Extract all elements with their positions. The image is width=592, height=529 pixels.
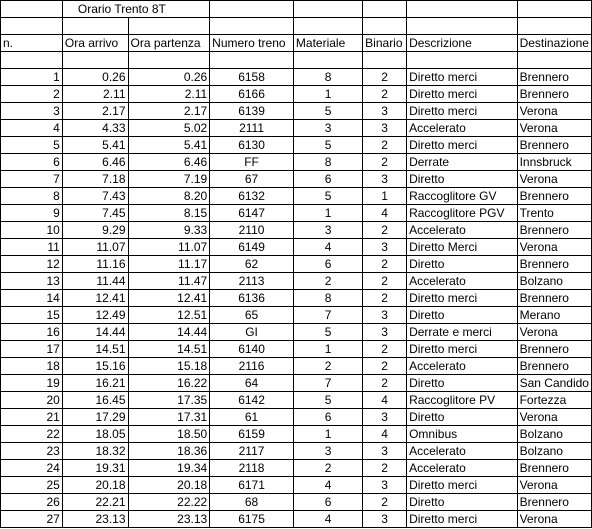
cell-ora-arrivo[interactable]: 9.29 [62,222,128,239]
cell-ora-partenza[interactable]: 17.31 [128,409,210,426]
cell-n[interactable]: 2 [1,86,63,103]
cell-ora-partenza[interactable]: 23.13 [128,511,210,528]
cell-numero-treno[interactable]: 65 [210,307,294,324]
cell-ora-partenza[interactable]: 6.46 [128,154,210,171]
cell-destinazione[interactable]: Brennero [517,341,591,358]
cell-n[interactable]: 13 [1,273,63,290]
table-row [1,375,592,392]
cell-destinazione[interactable]: Brennero [517,188,591,205]
cell-ora-arrivo[interactable]: 12.49 [62,307,128,324]
cell[interactable] [363,52,407,69]
cell-descrizione[interactable]: Diretto merci [407,477,518,494]
cell-binario[interactable]: 3 [363,324,407,341]
cell-materiale[interactable]: 3 [293,222,362,239]
cell-numero-treno[interactable]: 6147 [210,205,294,222]
cell-n[interactable]: 7 [1,171,63,188]
table-row [1,69,592,86]
table-row [1,103,592,120]
cell-ora-arrivo[interactable]: 6.46 [62,154,128,171]
cell-binario[interactable]: 3 [363,103,407,120]
cell-binario[interactable]: 4 [363,205,407,222]
table-row [1,511,592,528]
cell-numero-treno[interactable]: FF [210,154,294,171]
cell-destinazione[interactable]: San Candido [517,375,591,392]
cell-destinazione[interactable]: Brennero [517,494,591,511]
cell-ora-arrivo[interactable]: 7.18 [62,171,128,188]
cell-destinazione[interactable]: Bolzano [517,273,591,290]
cell-numero-treno[interactable]: 6171 [210,477,294,494]
cell-materiale[interactable]: 6 [293,494,362,511]
table-row [1,307,592,324]
cell-ora-partenza[interactable]: 8.20 [128,188,210,205]
cell-materiale[interactable]: 8 [293,69,362,86]
cell-ora-partenza[interactable]: 7.19 [128,171,210,188]
cell-descrizione[interactable]: Diretto merci [407,69,518,86]
cell-descrizione[interactable]: Diretto [407,171,518,188]
cell-ora-arrivo[interactable]: 7.43 [62,188,128,205]
cell-destinazione[interactable]: Verona [517,477,591,494]
cell-descrizione[interactable]: Accelerato [407,358,518,375]
cell-materiale[interactable]: 2 [293,273,362,290]
table-row [1,273,592,290]
cell-ora-partenza[interactable]: 14.51 [128,341,210,358]
cell-destinazione[interactable]: Innsbruck [517,154,591,171]
cell-n[interactable]: 19 [1,375,63,392]
table-row [1,324,592,341]
table-row [1,120,592,137]
cell-binario[interactable]: 4 [363,426,407,443]
cell-ora-arrivo[interactable]: 11.07 [62,239,128,256]
cell-destinazione[interactable]: Trento [517,205,591,222]
header-cell-n[interactable]: n. [1,35,63,52]
cell-descrizione[interactable]: Raccoglitore GV [407,188,518,205]
cell-n[interactable]: 21 [1,409,63,426]
cell-descrizione[interactable]: Diretto [407,494,518,511]
cell-binario[interactable]: 3 [363,443,407,460]
title-row [1,1,592,18]
cell-ora-partenza[interactable]: 2.11 [128,86,210,103]
header-cell-numero-treno[interactable]: Numero treno [210,35,294,52]
cell-binario[interactable]: 2 [363,460,407,477]
cell-ora-partenza[interactable]: 14.44 [128,324,210,341]
cell-numero-treno[interactable]: 6175 [210,511,294,528]
cell-descrizione[interactable]: Accelerato [407,273,518,290]
cell-descrizione[interactable]: Derrate e merci [407,324,518,341]
cell[interactable] [407,52,518,69]
cell-numero-treno[interactable]: 6140 [210,341,294,358]
cell-ora-partenza[interactable]: 11.07 [128,239,210,256]
cell-materiale[interactable]: 6 [293,409,362,426]
cell-materiale[interactable]: 1 [293,426,362,443]
cell-ora-partenza[interactable]: 15.18 [128,358,210,375]
cell-ora-partenza[interactable]: 20.18 [128,477,210,494]
cell[interactable] [62,18,128,35]
cell-descrizione[interactable]: Diretto merci [407,103,518,120]
cell[interactable] [517,18,591,35]
cell-destinazione[interactable]: Brennero [517,256,591,273]
cell-n[interactable]: 12 [1,256,63,273]
cell-destinazione[interactable]: Verona [517,103,591,120]
cell-descrizione[interactable]: Diretto merci [407,86,518,103]
cell-numero-treno[interactable]: 6139 [210,103,294,120]
cell-binario[interactable]: 2 [363,290,407,307]
cell-n[interactable]: 4 [1,120,63,137]
cell-ora-arrivo[interactable]: 11.44 [62,273,128,290]
cell-numero-treno[interactable]: 6132 [210,188,294,205]
table-row [1,222,592,239]
cell-ora-arrivo[interactable]: 14.51 [62,341,128,358]
table-row [1,392,592,409]
cell-ora-partenza[interactable]: 22.22 [128,494,210,511]
cell[interactable] [517,52,591,69]
cell-descrizione[interactable]: Diretto merci [407,290,518,307]
cell-ora-partenza[interactable]: 8.15 [128,205,210,222]
cell-materiale[interactable]: 5 [293,137,362,154]
cell[interactable] [128,52,210,69]
cell-binario[interactable]: 3 [363,409,407,426]
cell-descrizione[interactable]: Diretto [407,256,518,273]
cell-materiale[interactable]: 4 [293,239,362,256]
cell-n[interactable]: 9 [1,205,63,222]
cell-numero-treno[interactable]: 2113 [210,273,294,290]
cell-materiale[interactable]: 5 [293,324,362,341]
cell-destinazione[interactable]: Brennero [517,222,591,239]
cell-n[interactable]: 18 [1,358,63,375]
table-row [1,477,592,494]
cell-descrizione[interactable]: Raccoglitore PGV [407,205,518,222]
cell-ora-arrivo[interactable]: 7.45 [62,205,128,222]
cell-n[interactable]: 3 [1,103,63,120]
cell[interactable] [293,52,362,69]
cell[interactable] [210,1,294,18]
cell-binario[interactable]: 2 [363,358,407,375]
cell-materiale[interactable]: 8 [293,154,362,171]
cell-descrizione[interactable]: Derrate [407,154,518,171]
cell-binario[interactable]: 2 [363,154,407,171]
cell-ora-arrivo[interactable]: 4.33 [62,120,128,137]
cell[interactable] [128,18,210,35]
sheet-title[interactable]: Orario Trento 8T [62,1,209,18]
cell-materiale[interactable]: 3 [293,443,362,460]
table-row [1,341,592,358]
table-row [1,239,592,256]
cell-numero-treno[interactable]: 6159 [210,426,294,443]
cell-binario[interactable]: 3 [363,511,407,528]
table-row [1,171,592,188]
cell-ora-arrivo[interactable]: 16.21 [62,375,128,392]
cell-ora-partenza[interactable]: 9.33 [128,222,210,239]
cell-materiale[interactable]: 6 [293,171,362,188]
cell-descrizione[interactable]: Omnibus [407,426,518,443]
cell-numero-treno[interactable]: 2117 [210,443,294,460]
cell-numero-treno[interactable]: 2111 [210,120,294,137]
cell-destinazione[interactable]: Brennero [517,69,591,86]
empty-row [1,52,592,69]
cell-destinazione[interactable]: Brennero [517,460,591,477]
cell-ora-arrivo[interactable]: 19.31 [62,460,128,477]
cell-ora-partenza[interactable]: 18.36 [128,443,210,460]
table-row [1,460,592,477]
cell[interactable] [363,18,407,35]
cell-ora-partenza[interactable]: 16.22 [128,375,210,392]
cell-destinazione[interactable]: Bolzano [517,443,591,460]
table-row [1,205,592,222]
cell[interactable] [363,1,407,18]
cell-binario[interactable]: 2 [363,137,407,154]
cell[interactable] [293,18,362,35]
cell-binario[interactable]: 3 [363,307,407,324]
cell-materiale[interactable]: 1 [293,205,362,222]
cell-ora-partenza[interactable]: 2.17 [128,103,210,120]
cell-numero-treno[interactable]: GI [210,324,294,341]
cell-ora-partenza[interactable]: 11.17 [128,256,210,273]
cell-numero-treno[interactable]: 6166 [210,86,294,103]
cell-descrizione[interactable]: Accelerato [407,460,518,477]
cell-ora-partenza[interactable]: 12.51 [128,307,210,324]
cell-binario[interactable]: 4 [363,392,407,409]
cell-numero-treno[interactable]: 67 [210,171,294,188]
cell[interactable] [1,1,63,18]
cell-destinazione[interactable]: Verona [517,409,591,426]
cell-ora-partenza[interactable]: 5.41 [128,137,210,154]
cell-binario[interactable]: 3 [363,477,407,494]
cell-n[interactable]: 14 [1,290,63,307]
cell-materiale[interactable]: 5 [293,103,362,120]
cell-numero-treno[interactable]: 2118 [210,460,294,477]
cell-materiale[interactable]: 8 [293,290,362,307]
cell-ora-arrivo[interactable]: 22.21 [62,494,128,511]
cell[interactable] [1,18,63,35]
cell[interactable] [293,1,362,18]
cell[interactable] [210,52,294,69]
cell-binario[interactable]: 2 [363,494,407,511]
cell-ora-arrivo[interactable]: 23.13 [62,511,128,528]
cell-destinazione[interactable]: Brennero [517,290,591,307]
table-row [1,426,592,443]
cell-binario[interactable]: 2 [363,341,407,358]
cell-n[interactable]: 1 [1,69,63,86]
table-row [1,290,592,307]
header-cell-materiale[interactable]: Materiale [293,35,362,52]
cell-numero-treno[interactable]: 61 [210,409,294,426]
cell-descrizione[interactable]: Raccoglitore PV [407,392,518,409]
cell-destinazione[interactable]: Bolzano [517,426,591,443]
cell-binario[interactable]: 2 [363,69,407,86]
table-row [1,154,592,171]
cell-destinazione[interactable]: Verona [517,324,591,341]
cell-ora-arrivo[interactable]: 14.44 [62,324,128,341]
table-row [1,409,592,426]
cell-descrizione[interactable]: Accelerato [407,120,518,137]
cell-materiale[interactable]: 7 [293,307,362,324]
cell-materiale[interactable]: 5 [293,392,362,409]
cell-descrizione[interactable]: Diretto merci [407,511,518,528]
cell-destinazione[interactable]: Brennero [517,137,591,154]
cell[interactable] [1,52,63,69]
cell-numero-treno[interactable]: 62 [210,256,294,273]
cell[interactable] [407,18,518,35]
cell-binario[interactable]: 2 [363,222,407,239]
cell-destinazione[interactable]: Verona [517,511,591,528]
cell[interactable] [62,52,128,69]
cell-descrizione[interactable]: Diretto [407,375,518,392]
cell-numero-treno[interactable]: 6136 [210,290,294,307]
cell-n[interactable]: 11 [1,239,63,256]
cell-destinazione[interactable]: Brennero [517,358,591,375]
cell-destinazione[interactable]: Merano [517,307,591,324]
cell-materiale[interactable]: 2 [293,358,362,375]
cell-n[interactable]: 25 [1,477,63,494]
table-row [1,443,592,460]
cell-numero-treno[interactable]: 68 [210,494,294,511]
empty-row [1,18,592,35]
cell[interactable] [210,18,294,35]
cell-n[interactable]: 16 [1,324,63,341]
cell-descrizione[interactable]: Diretto [407,409,518,426]
cell-ora-arrivo[interactable]: 11.16 [62,256,128,273]
spreadsheet-body [1,1,592,528]
cell-n[interactable]: 15 [1,307,63,324]
cell-n[interactable]: 8 [1,188,63,205]
cell[interactable] [517,1,591,18]
cell-ora-arrivo[interactable]: 0.26 [62,69,128,86]
cell-numero-treno[interactable]: 6158 [210,69,294,86]
cell-n[interactable]: 27 [1,511,63,528]
cell-materiale[interactable]: 2 [293,460,362,477]
cell[interactable] [407,1,518,18]
cell-ora-partenza[interactable]: 18.50 [128,426,210,443]
cell-materiale[interactable]: 1 [293,341,362,358]
cell-binario[interactable]: 2 [363,273,407,290]
cell-ora-arrivo[interactable]: 20.18 [62,477,128,494]
table-row [1,256,592,273]
header-cell-binario[interactable]: Binario [363,35,407,52]
cell-destinazione[interactable]: Verona [517,239,591,256]
cell-numero-treno[interactable]: 2110 [210,222,294,239]
cell-descrizione[interactable]: Diretto [407,307,518,324]
cell-destinazione[interactable]: Fortezza [517,392,591,409]
table-row [1,358,592,375]
cell-destinazione[interactable]: Verona [517,171,591,188]
cell-binario[interactable]: 2 [363,375,407,392]
cell-ora-partenza[interactable]: 5.02 [128,120,210,137]
cell-destinazione[interactable]: Verona [517,120,591,137]
cell-materiale[interactable]: 1 [293,86,362,103]
cell-n[interactable]: 22 [1,426,63,443]
cell-binario[interactable]: 3 [363,239,407,256]
cell-ora-arrivo[interactable]: 18.05 [62,426,128,443]
cell-n[interactable]: 6 [1,154,63,171]
cell-n[interactable]: 20 [1,392,63,409]
header-cell-ora-arrivo[interactable]: Ora arrivo [62,35,128,52]
cell-ora-partenza[interactable]: 17.35 [128,392,210,409]
cell-binario[interactable]: 3 [363,171,407,188]
cell-binario[interactable]: 1 [363,188,407,205]
header-cell-destinazione[interactable]: Destinazione [517,35,591,52]
cell-numero-treno[interactable]: 6142 [210,392,294,409]
cell-n[interactable]: 10 [1,222,63,239]
header-row [1,35,592,52]
table-row [1,188,592,205]
table-row [1,137,592,154]
header-cell-ora-partenza[interactable]: Ora partenza [128,35,210,52]
cell-ora-arrivo[interactable]: 15.16 [62,358,128,375]
cell-n[interactable]: 17 [1,341,63,358]
cell-destinazione[interactable]: Brennero [517,86,591,103]
cell-materiale[interactable]: 4 [293,511,362,528]
cell-materiale[interactable]: 4 [293,477,362,494]
cell-descrizione[interactable]: Accelerato [407,222,518,239]
header-cell-descrizione[interactable]: Descrizione [407,35,518,52]
cell-materiale[interactable]: 3 [293,120,362,137]
cell-materiale[interactable]: 6 [293,256,362,273]
cell-binario[interactable]: 2 [363,256,407,273]
cell-n[interactable]: 5 [1,137,63,154]
cell-ora-arrivo[interactable]: 2.17 [62,103,128,120]
cell-descrizione[interactable]: Diretto Merci [407,239,518,256]
cell-numero-treno[interactable]: 2116 [210,358,294,375]
cell-ora-arrivo[interactable]: 12.41 [62,290,128,307]
cell-ora-arrivo[interactable]: 17.29 [62,409,128,426]
cell-binario[interactable]: 2 [363,86,407,103]
table-row [1,86,592,103]
cell-ora-arrivo[interactable]: 18.32 [62,443,128,460]
cell-descrizione[interactable]: Diretto merci [407,341,518,358]
cell-ora-partenza[interactable]: 0.26 [128,69,210,86]
cell-ora-arrivo[interactable]: 16.45 [62,392,128,409]
cell-descrizione[interactable]: Accelerato [407,443,518,460]
table-row [1,494,592,511]
cell-ora-arrivo[interactable]: 2.11 [62,86,128,103]
cell-n[interactable]: 23 [1,443,63,460]
cell-binario[interactable]: 3 [363,120,407,137]
cell-materiale[interactable]: 5 [293,188,362,205]
cell-ora-partenza[interactable]: 12.41 [128,290,210,307]
cell-ora-partenza[interactable]: 19.34 [128,460,210,477]
cell-n[interactable]: 24 [1,460,63,477]
cell-numero-treno[interactable]: 6130 [210,137,294,154]
cell-ora-arrivo[interactable]: 5.41 [62,137,128,154]
cell-numero-treno[interactable]: 6149 [210,239,294,256]
cell-materiale[interactable]: 7 [293,375,362,392]
cell-numero-treno[interactable]: 64 [210,375,294,392]
cell-descrizione[interactable]: Diretto merci [407,137,518,154]
cell-ora-partenza[interactable]: 11.47 [128,273,210,290]
cell-n[interactable]: 26 [1,494,63,511]
